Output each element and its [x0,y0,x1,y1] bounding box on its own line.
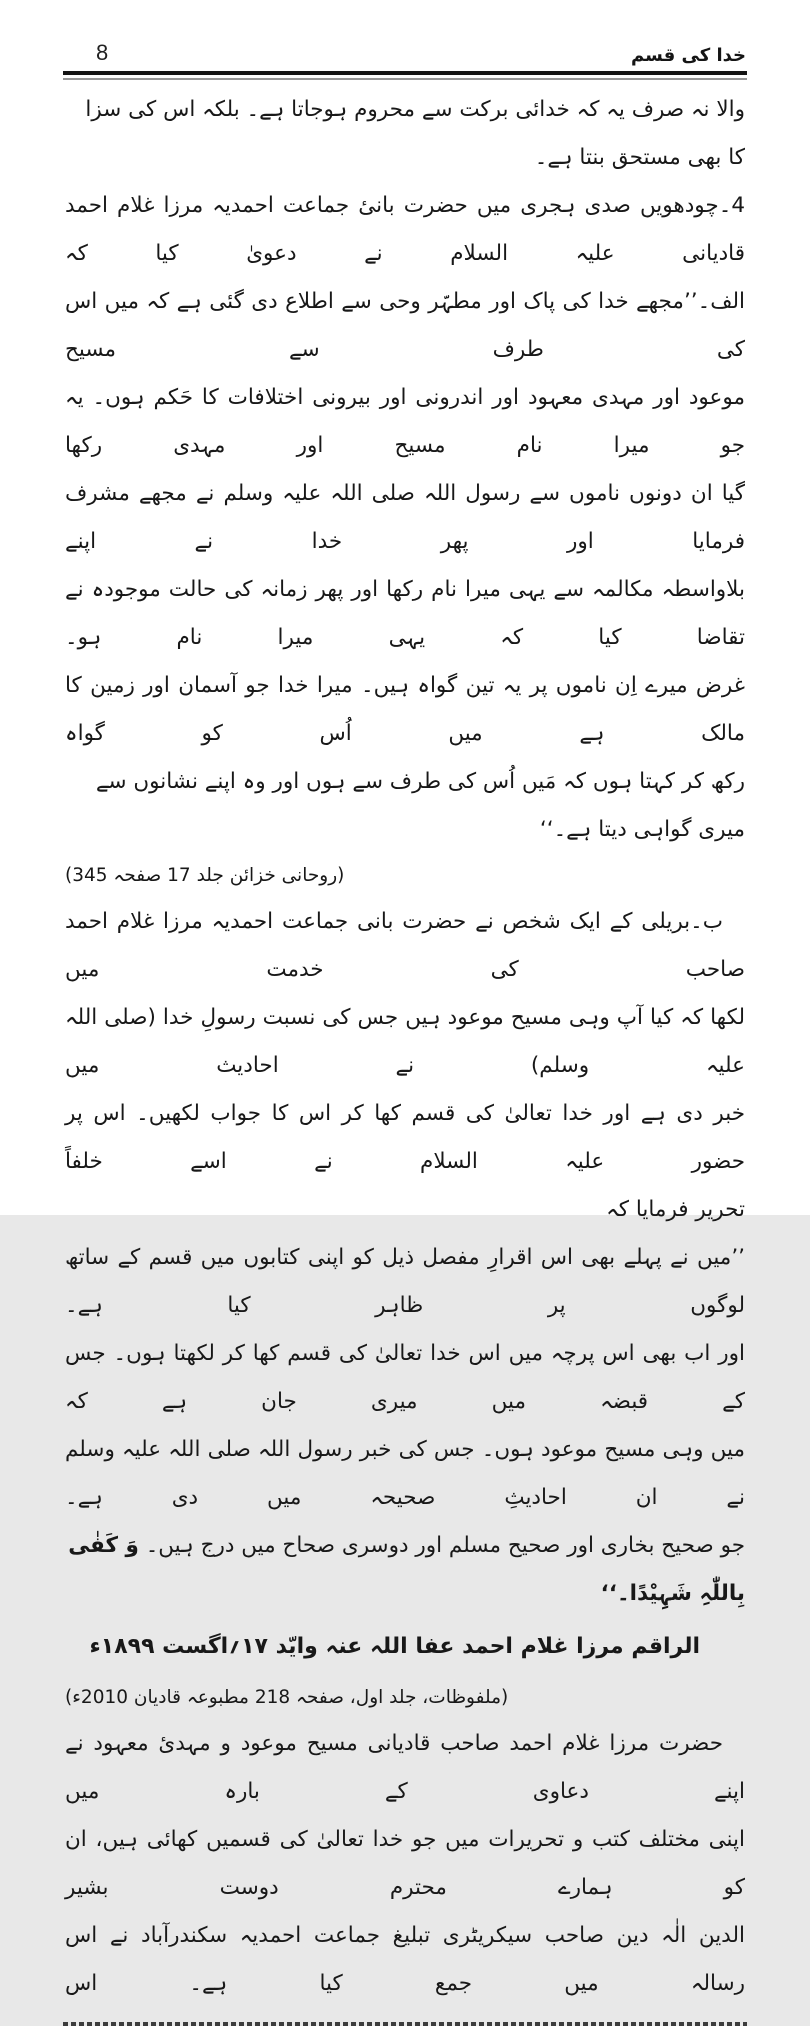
header-double-rule [63,71,747,80]
text-line: اور اب بھی اس پرچہ میں اس خدا تعالیٰ کی قسم کھا کر لکھتا ہوں۔ جس کے قبضہ میں میری جان ہے کہ [65,1341,745,1414]
text-line: ’’میں نے پہلے بھی اس اقرارِ مفصل ذیل کو اپنی کتابوں میں قسم کے ساتھ لوگوں پر ظاہر کیا ہے۔ [65,1245,745,1318]
signature-line: الراقم مرزا غلام احمد عفا اللہ عنہ وایّد ۱۷؍اگست ۱۸۹۹ء [89,1634,700,1659]
text-line: بلاواسطہ مکالمہ سے یہی میرا نام رکھا اور پھر زمانہ کی حالت موجودہ نے تقاضا کیا کہ یہی میرا نام ہو۔ [65,577,745,650]
text-line: تحریر فرمایا کہ [606,1197,745,1222]
text-line: لکھا کہ کیا آپ وہی مسیح موعود ہیں جس کی نسبت رسولِ خدا (صلی اللہ علیہ وسلم) نے احادیث میں [65,1005,745,1078]
citation-line: (ملفوظات، جلد اول، صفحہ 218 مطبوعہ قادیان 2010ء) [65,1687,509,1708]
citation-line: (روحانی خزائن جلد 17 صفحہ 345) [65,865,345,886]
text-line: ب۔بریلی کے ایک شخص نے حضرت بانی جماعت احمدیہ مرزا غلام احمد صاحب کی خدمت میں [65,909,745,982]
page-title: خدا کی قسم [631,45,746,66]
text-line: حضرت مرزا غلام احمد صاحب قادیانی مسیح موعود و مہدیٔ معہود نے اپنے دعاوی کے بارہ میں [65,1731,745,1804]
text-line: میں وہی مسیح موعود ہوں۔ جس کی خبر رسول اللہ صلی اللہ علیہ وسلم نے ان احادیثِ صحیحہ میں دی ہے۔ [65,1437,745,1510]
text-line-segment: جو صحیح بخاری اور صحیح مسلم اور دوسری صحاح میں درج ہیں۔ [138,1533,745,1558]
text-line: الف۔’’مجھے خدا کی پاک اور مطہّر وحی سے اطلاع دی گئی ہے کہ میں اس کی طرف سے مسیح [65,289,745,362]
arabic-oath-phrase: وَ کَفٰی بِاللّٰہِ شَہِیْدًا۔‘‘ [68,1533,745,1606]
text-line: 4۔چودھویں صدی ہجری میں حضرت بانیٔ جماعت احمدیہ مرزا غلام احمد قادیانی علیہ السلام نے دعویٰ کیا کہ [65,193,745,266]
text-line: الدین الٰہ دین صاحب سیکریٹری تبلیغ جماعت احمدیہ سکندرآباد نے اس رسالہ میں جمع کیا ہے۔ اس [65,1923,745,1996]
footnote-dashed-rule [63,2022,747,2026]
text-line: موعود اور مہدی معہود اور اندرونی اور بیرونی اختلافات کا حَکم ہوں۔ یہ جو میرا نام مسیح اور مہدی رکھا [65,385,745,458]
text-line: اپنی مختلف کتب و تحریرات میں جو خدا تعالیٰ کی قسمیں کھائی ہیں، ان کو ہمارے محترم دوست بشیر [65,1827,745,1900]
body-text [0,80,810,2008]
text-line: خبر دی ہے اور خدا تعالیٰ کی قسم کھا کر اس کا جواب لکھیں۔ اس پر حضور علیہ السلام نے اسے خلفاً [65,1101,745,1174]
page-number: 8 [96,40,109,65]
text-line: گیا ان دونوں ناموں سے رسول اللہ صلی اللہ علیہ وسلم نے مجھے مشرف فرمایا اور پھر خدا نے اپنے [65,481,745,554]
text-line: والا نہ صرف یہ کہ خدائی برکت سے محروم ہوجاتا ہے۔ بلکہ اس کی سزا کا بھی مستحق بنتا ہے۔ [85,97,745,170]
page-header [0,0,810,66]
text-line [65,1522,745,1618]
text-line: غرض میرے اِن ناموں پر یہ تین گواہ ہیں۔ میرا خدا جو آسمان اور زمین کا مالک ہے میں اُس کو گواہ [65,673,745,746]
text-line: رکھ کر کہتا ہوں کہ مَیں اُس کی طرف سے ہوں اور وہ اپنے نشانوں سے میری گواہی دیتا ہے۔‘‘ [95,769,745,842]
